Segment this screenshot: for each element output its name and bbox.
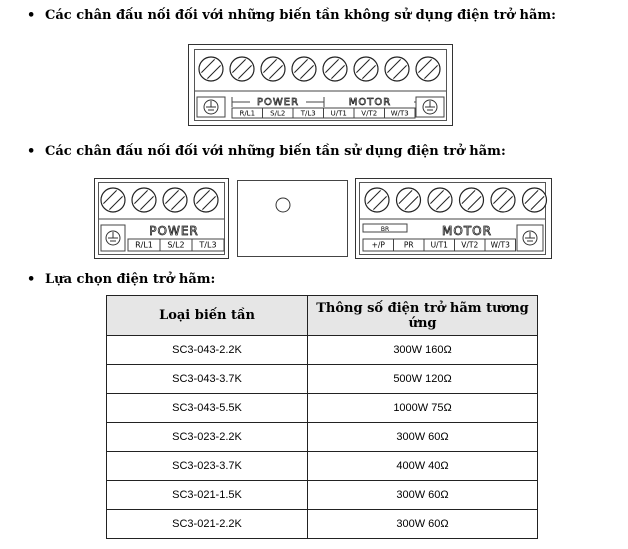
cell-model: SC3-043-2.2K: [107, 336, 308, 365]
bullet-dot: •: [27, 144, 36, 159]
terminal-label-row: [363, 239, 516, 251]
terminal-label: R/L1: [239, 109, 256, 118]
table-row: [107, 365, 538, 394]
terminal-screw-icon: [230, 57, 254, 81]
terminal-label-row: [128, 239, 224, 251]
terminal-screw-icon: [163, 188, 187, 212]
terminal-label-cell: [485, 239, 516, 251]
terminal-screw-icon: [416, 57, 440, 81]
table-row: [107, 481, 538, 510]
terminal-screw-icon: [194, 188, 218, 212]
terminal-screw-icon: [397, 188, 421, 212]
terminal-label: +/P: [371, 240, 385, 250]
cell-spec: 300W 60Ω: [308, 423, 538, 452]
section-heading-no-brake: Các chân đấu nối đối với những biến tần không sử dụng điện trở hãm:: [45, 8, 556, 23]
motor-group-label: MOTOR: [442, 224, 492, 238]
terminal-screw-icon: [132, 188, 156, 212]
terminal-label: T/L3: [199, 240, 217, 250]
cell-spec: 400W 40Ω: [308, 452, 538, 481]
terminal-label-cell: [424, 239, 455, 251]
terminal-screw-icon: [491, 188, 515, 212]
terminal-label-cell: [263, 108, 294, 118]
terminal-diagram-no-brake: [188, 44, 453, 126]
terminal-diagram-with-brake: [94, 178, 552, 260]
table-row: [107, 394, 538, 423]
terminal-label-cell: [363, 239, 394, 251]
terminal-label-cell: [160, 239, 192, 251]
table-row: [107, 336, 538, 365]
terminal-label: S/L2: [167, 240, 185, 250]
terminal-label-cell: [128, 239, 160, 251]
terminal-screw-icon: [365, 188, 389, 212]
table-row: [107, 510, 538, 539]
terminal-label: S/L2: [270, 109, 286, 118]
terminal-label: R/L1: [135, 240, 153, 250]
terminal-label: W/T3: [490, 240, 510, 250]
cell-model: SC3-021-2.2K: [107, 510, 308, 539]
section-heading-selection: Lựa chọn điện trở hãm:: [45, 272, 216, 287]
terminal-screw-icon: [199, 57, 223, 81]
terminal-label-cell: [192, 239, 224, 251]
terminal-label-cell: [385, 108, 416, 118]
power-group-label: POWER: [256, 97, 300, 108]
cell-spec: 500W 120Ω: [308, 365, 538, 394]
terminal-screw-icon: [101, 188, 125, 212]
cell-model: SC3-023-3.7K: [107, 452, 308, 481]
cell-model: SC3-023-2.2K: [107, 423, 308, 452]
terminal-label: V/T2: [461, 240, 479, 250]
terminal-label-cell: [324, 108, 355, 118]
cell-model: SC3-021-1.5K: [107, 481, 308, 510]
terminal-label: W/T3: [390, 109, 409, 118]
cell-model: SC3-043-3.7K: [107, 365, 308, 394]
terminal-screw-icon: [385, 57, 409, 81]
terminal-label-row: [232, 108, 415, 118]
terminal-screw-icon: [354, 57, 378, 81]
terminal-screw-icon: [460, 188, 484, 212]
brake-resistor-table: [106, 295, 538, 539]
cell-spec: 300W 60Ω: [308, 510, 538, 539]
terminal-label: PR: [403, 240, 414, 250]
table-row: [107, 423, 538, 452]
bullet-dot: •: [27, 8, 36, 23]
br-label: BR: [380, 226, 390, 233]
table-header-row: [107, 296, 538, 336]
terminal-label-cell: [293, 108, 324, 118]
bullet-no-brake-resistor: [27, 8, 556, 23]
terminal-label: U/T1: [430, 240, 448, 250]
header-resistor-spec: Thông số điện trở hãm tương ứng: [308, 296, 538, 336]
bullet-dot: •: [27, 272, 36, 287]
terminal-label-cell: [232, 108, 263, 118]
terminal-screw-icon: [323, 57, 347, 81]
cell-spec: 300W 160Ω: [308, 336, 538, 365]
terminal-label-cell: [354, 108, 385, 118]
bullet-with-brake-resistor: [27, 144, 506, 159]
section-heading-with-brake: Các chân đấu nối đối với những biến tần sử dụng điện trở hãm:: [45, 144, 506, 159]
terminal-label: U/T1: [330, 109, 347, 118]
cell-spec: 300W 60Ω: [308, 481, 538, 510]
bullet-brake-resistor-selection: [27, 272, 215, 287]
cell-spec: 1000W 75Ω: [308, 394, 538, 423]
header-inverter-type: Loại biến tần: [107, 296, 308, 336]
terminal-screw-icon: [261, 57, 285, 81]
table-row: [107, 452, 538, 481]
terminal-label: V/T2: [361, 109, 378, 118]
cell-model: SC3-043-5.5K: [107, 394, 308, 423]
terminal-label-cell: [455, 239, 486, 251]
terminal-screw-icon: [428, 188, 452, 212]
power-group-label: POWER: [149, 224, 199, 238]
terminal-screw-icon: [523, 188, 547, 212]
motor-group-label: MOTOR: [348, 97, 392, 108]
terminal-screw-icon: [292, 57, 316, 81]
terminal-label-cell: [394, 239, 425, 251]
terminal-label: T/L3: [300, 109, 316, 118]
